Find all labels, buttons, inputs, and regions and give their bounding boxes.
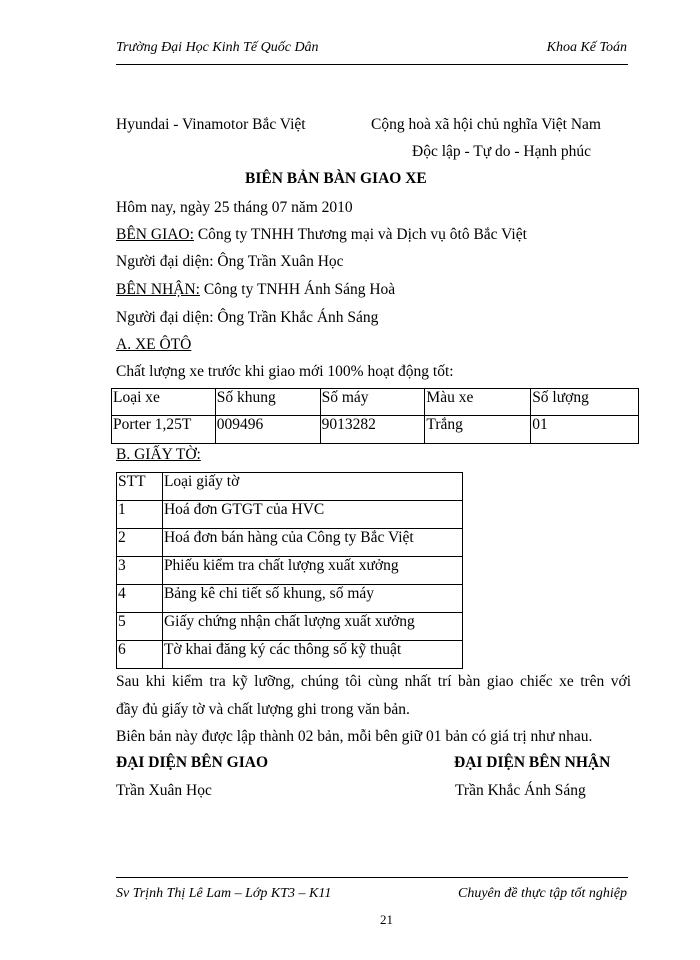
chassis-number-cell: 009496 — [215, 416, 320, 444]
document-cell: Phiếu kiểm tra chất lượng xuất xưởng — [162, 557, 462, 585]
documents-table — [116, 472, 463, 669]
receiver-line — [116, 281, 395, 299]
conclusion-line-1: Sau khi kiểm tra kỹ lưỡng, chúng tôi cùng nhất trí bàn giao chiếc xe trên với — [116, 673, 631, 690]
engine-number-cell: 9013282 — [320, 416, 425, 444]
giver-rep: Người đại diện: Ông Trần Xuân Học — [116, 253, 344, 270]
color-cell: Trắng — [425, 416, 531, 444]
vehicle-table — [111, 388, 639, 444]
vehicle-table-header — [112, 389, 639, 416]
giver-label: BÊN GIAO: — [116, 226, 194, 243]
col-vehicle-type: Loại xe — [112, 389, 216, 416]
stt-cell: 2 — [117, 529, 163, 557]
col-color: Màu xe — [425, 389, 531, 416]
footer-rule — [116, 877, 628, 878]
receiver-rep: Người đại diện: Ông Trần Khắc Ánh Sáng — [116, 309, 379, 326]
documents-table-header — [117, 473, 463, 501]
giver-name: Công ty TNHH Thương mại và Dịch vụ ôtô Bắc Việt — [193, 226, 527, 243]
national-motto: Độc lập - Tự do - Hạnh phúc — [412, 143, 591, 160]
document-cell: Tờ khai đăng ký các thông số kỹ thuật — [162, 641, 462, 669]
header-school: Trường Đại Học Kinh Tế Quốc Dân — [116, 40, 319, 55]
table-row — [117, 585, 463, 613]
table-row — [117, 641, 463, 669]
quantity-cell: 01 — [531, 416, 639, 444]
receiver-signature-name: Trần Khắc Ánh Sáng — [455, 782, 586, 799]
section-b-heading: B. GIẤY TỜ: — [116, 446, 201, 463]
document-cell: Giấy chứng nhận chất lượng xuất xưởng — [162, 613, 462, 641]
date-line: Hôm nay, ngày 25 tháng 07 năm 2010 — [116, 199, 353, 216]
receiver-signature-title: ĐẠI DIỆN BÊN NHẬN — [454, 754, 611, 771]
conclusion-line-3: Biên bản này được lập thành 02 bản, mỗi bên giữ 01 bản có giá trị như nhau. — [116, 728, 593, 745]
footer-thesis: Chuyên đề thực tập tốt nghiệp — [458, 886, 627, 901]
page-number: 21 — [380, 912, 393, 927]
section-a-heading: A. XE ÔTÔ — [116, 336, 192, 353]
col-engine-number: Số máy — [320, 389, 425, 416]
document-cell: Hoá đơn GTGT của HVC — [162, 501, 462, 529]
giver-line — [116, 226, 527, 244]
giver-signature-name: Trần Xuân Học — [116, 782, 212, 799]
stt-cell: 3 — [117, 557, 163, 585]
col-document-type: Loại giấy tờ — [162, 473, 462, 501]
conclusion-line-2: đầy đủ giấy tờ và chất lượng ghi trong văn bản. — [116, 701, 410, 718]
stt-cell: 1 — [117, 501, 163, 529]
section-a-note: Chất lượng xe trước khi giao mới 100% hoạt động tốt: — [116, 363, 454, 380]
stt-cell: 6 — [117, 641, 163, 669]
col-chassis-number: Số khung — [215, 389, 320, 416]
document-cell: Bảng kê chi tiết số khung, số máy — [162, 585, 462, 613]
stt-cell: 5 — [117, 613, 163, 641]
giver-signature-title: ĐẠI DIỆN BÊN GIAO — [116, 754, 269, 771]
header-rule — [116, 64, 628, 65]
receiver-name: Công ty TNHH Ánh Sáng Hoà — [199, 281, 396, 298]
vehicle-type-cell: Porter 1,25T — [112, 416, 216, 444]
stt-cell: 4 — [117, 585, 163, 613]
table-row — [117, 613, 463, 641]
col-quantity: Số lượng — [531, 389, 639, 416]
table-row — [117, 501, 463, 529]
header-faculty: Khoa Kế Toán — [546, 40, 627, 55]
company-name: Hyundai - Vinamotor Bắc Việt — [116, 116, 306, 133]
table-row — [117, 529, 463, 557]
national-title: Cộng hoà xã hội chủ nghĩa Việt Nam — [371, 116, 601, 133]
col-stt: STT — [117, 473, 163, 501]
table-row — [112, 416, 639, 444]
document-cell: Hoá đơn bán hàng của Công ty Bắc Việt — [162, 529, 462, 557]
table-row — [117, 557, 463, 585]
receiver-label: BÊN NHẬN: — [116, 281, 200, 298]
document-title: BIÊN BẢN BÀN GIAO XE — [245, 170, 427, 187]
footer-student: Sv Trịnh Thị Lê Lam – Lớp KT3 – K11 — [116, 886, 332, 901]
